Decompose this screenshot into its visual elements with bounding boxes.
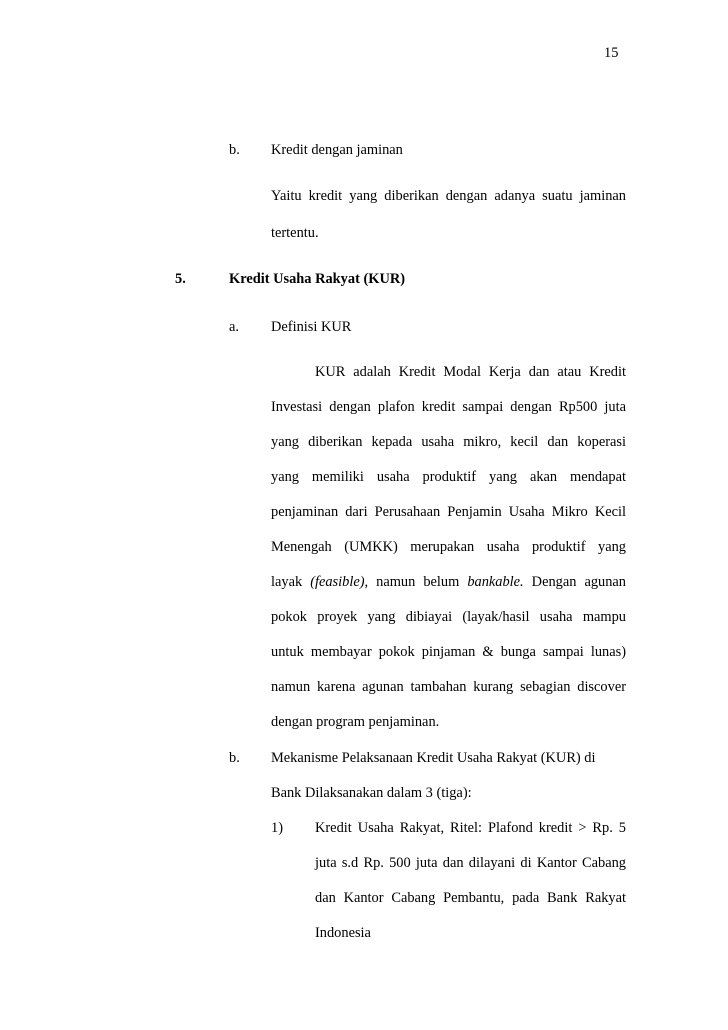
paragraph-line: Mekanisme Pelaksanaan Kredit Usaha Rakyat (KUR) di (271, 750, 596, 766)
list-label-a: a. (229, 319, 239, 335)
section-number: 5. (175, 271, 186, 287)
list-label-b-prev: b. (229, 142, 240, 158)
item-a-heading: Definisi KUR (271, 319, 352, 335)
paragraph-line: Kredit Usaha Rakyat, Ritel: Plafond kredit > Rp. 5 (315, 820, 626, 836)
paragraph-line: untuk membayar pokok pinjaman & bunga sampai lunas) (271, 644, 626, 660)
paragraph-line: tertentu. (271, 225, 319, 241)
paragraph-line: yang diberikan kepada usaha mikro, kecil dan koperasi (271, 434, 626, 450)
paragraph-line: Menengah (UMKK) merupakan usaha produktif yang (271, 539, 626, 555)
paragraph-line: dengan program penjaminan. (271, 714, 440, 730)
paragraph-line: Investasi dengan plafon kredit sampai dengan Rp500 juta (271, 399, 626, 415)
paragraph-line: dan Kantor Cabang Pembantu, pada Bank Rakyat (315, 890, 626, 906)
page-number: 15 (604, 45, 619, 61)
list-label-b: b. (229, 750, 240, 766)
paragraph-line-mixed: layak (feasible), namun belum bankable. Dengan agunan (271, 574, 626, 590)
paragraph-line: Bank Dilaksanakan dalam 3 (tiga): (271, 785, 472, 801)
paragraph-line: pokok proyek yang dibiayai (layak/hasil usaha mampu (271, 609, 626, 625)
item-b-prev-heading: Kredit dengan jaminan (271, 142, 403, 158)
list-label-1: 1) (271, 820, 283, 836)
section-title: Kredit Usaha Rakyat (KUR) (229, 271, 406, 287)
paragraph-line: Yaitu kredit yang diberikan dengan adanya suatu jaminan (271, 188, 626, 204)
paragraph-line: penjaminan dari Perusahaan Penjamin Usaha Mikro Kecil (271, 504, 626, 520)
paragraph-line: juta s.d Rp. 500 juta dan dilayani di Kantor Cabang (315, 855, 626, 871)
paragraph-line: yang memiliki usaha produktif yang akan mendapat (271, 469, 626, 485)
paragraph-line: namun karena agunan tambahan kurang sebagian discover (271, 679, 626, 695)
paragraph-line: KUR adalah Kredit Modal Kerja dan atau Kredit (315, 364, 626, 380)
paragraph-line: Indonesia (315, 925, 371, 941)
